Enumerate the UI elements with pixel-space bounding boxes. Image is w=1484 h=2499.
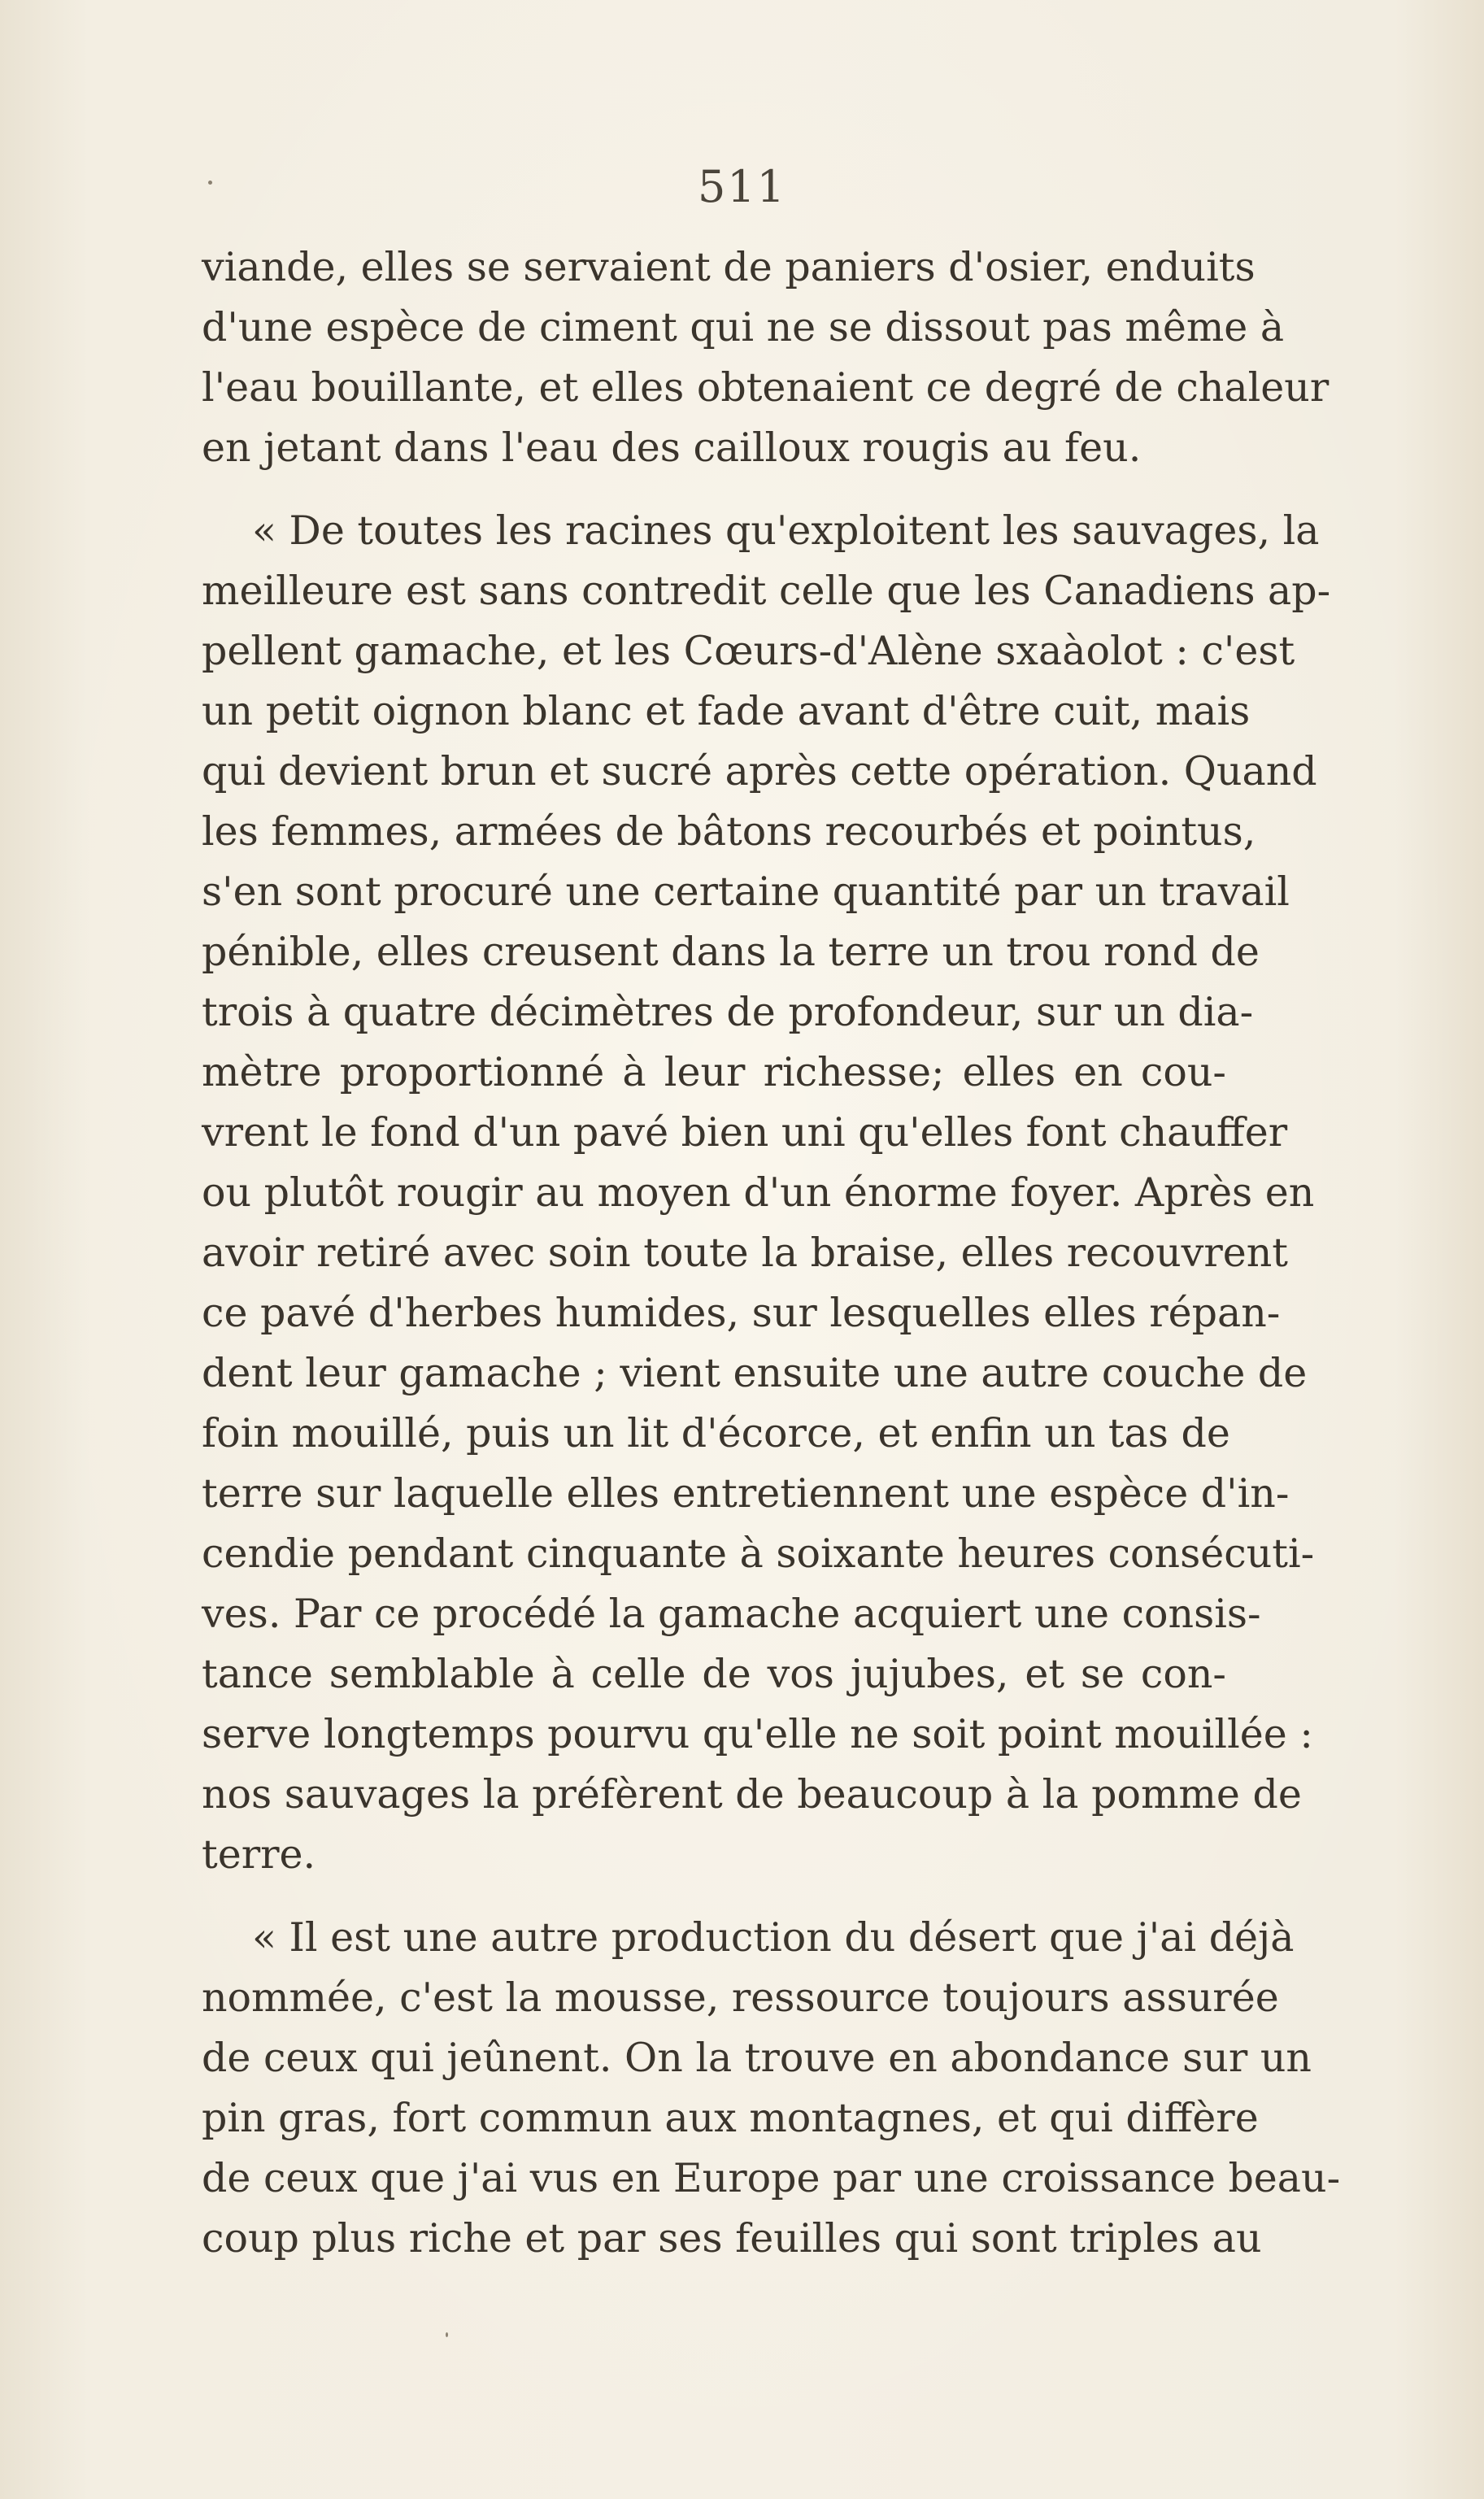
text-line: les femmes, armées de bâtons recourbés et pointus, [202, 808, 1256, 855]
text-line: qui devient brun et sucré après cette opération. Quand [202, 748, 1317, 795]
text-line: de ceux que j'ai vus en Europe par une croissance beau- [202, 2155, 1341, 2201]
text-line: mètre proportionné à leur richesse; elles en cou- [202, 1049, 1226, 1095]
text-line: d'une espèce de ciment qui ne se dissout pas même à [202, 304, 1285, 350]
text-line: « Il est une autre production du désert que j'ai déjà [252, 1914, 1295, 1961]
text-line: ce pavé d'herbes humides, sur lesquelles elles répan- [202, 1290, 1281, 1336]
paragraph [202, 1908, 1341, 2269]
text-line: avoir retiré avec soin toute la braise, elles recouvrent [202, 1230, 1288, 1276]
text-line: nommée, c'est la mousse, ressource toujours assurée [202, 1974, 1279, 2021]
text-line: pellent gamache, et les Cœurs-d'Alène sxaàolot : c'est [202, 628, 1295, 674]
text-line: un petit oignon blanc et fade avant d'être cuit, mais [202, 688, 1251, 734]
text-line: s'en sont procuré une certaine quantité par un travail [202, 869, 1290, 915]
text-line: foin mouillé, puis un lit d'écorce, et enfin un tas de [202, 1410, 1230, 1456]
text-line: coup plus riche et par ses feuilles qui sont triples au [202, 2215, 1262, 2262]
text-line: « De toutes les racines qu'exploitent les sauvages, la [252, 507, 1320, 554]
text-line: meilleure est sans contredit celle que les Canadiens ap- [202, 568, 1331, 614]
text-line: viande, elles se servaient de paniers d'osier, enduits [202, 244, 1256, 290]
page-number: 511 [697, 161, 787, 212]
text-line: nos sauvages la préfèrent de beaucoup à la pomme de [202, 1771, 1302, 1818]
text-line: pénible, elles creusent dans la terre un trou rond de [202, 929, 1260, 975]
text-line: de ceux qui jeûnent. On la trouve en abondance sur un [202, 2035, 1312, 2081]
paragraph-gap [202, 1885, 1226, 1908]
text-line: serve longtemps pourvu qu'elle ne soit point mouillée : [202, 1711, 1313, 1757]
text-line: en jetant dans l'eau des cailloux rougis au feu. [202, 424, 1142, 471]
text-line: ou plutôt rougir au moyen d'un énorme foyer. Après en [202, 1169, 1315, 1216]
ink-speck [446, 2332, 448, 2337]
text-line: pin gras, fort commun aux montagnes, et qui diffère [202, 2095, 1259, 2141]
paragraph [202, 237, 1330, 478]
text-line: ves. Par ce procédé la gamache acquiert une consis- [202, 1591, 1261, 1637]
body-text [202, 237, 1341, 2269]
paragraph-gap [202, 478, 1226, 501]
text-line: trois à quatre décimètres de profondeur, sur un dia- [202, 989, 1254, 1035]
paragraph [202, 501, 1331, 1885]
text-line: tance semblable à celle de vos jujubes, et se con- [202, 1651, 1226, 1697]
text-line: dent leur gamache ; vient ensuite une autre couche de [202, 1350, 1308, 1396]
text-line: terre sur laquelle elles entretiennent une espèce d'in- [202, 1470, 1290, 1517]
text-line: vrent le fond d'un pavé bien uni qu'elles font chauffer [202, 1109, 1288, 1156]
text-line: cendie pendant cinquante à soixante heures consécuti- [202, 1530, 1315, 1577]
text-line: terre. [202, 1831, 316, 1878]
text-line: l'eau bouillante, et elles obtenaient ce degré de chaleur [202, 364, 1330, 411]
